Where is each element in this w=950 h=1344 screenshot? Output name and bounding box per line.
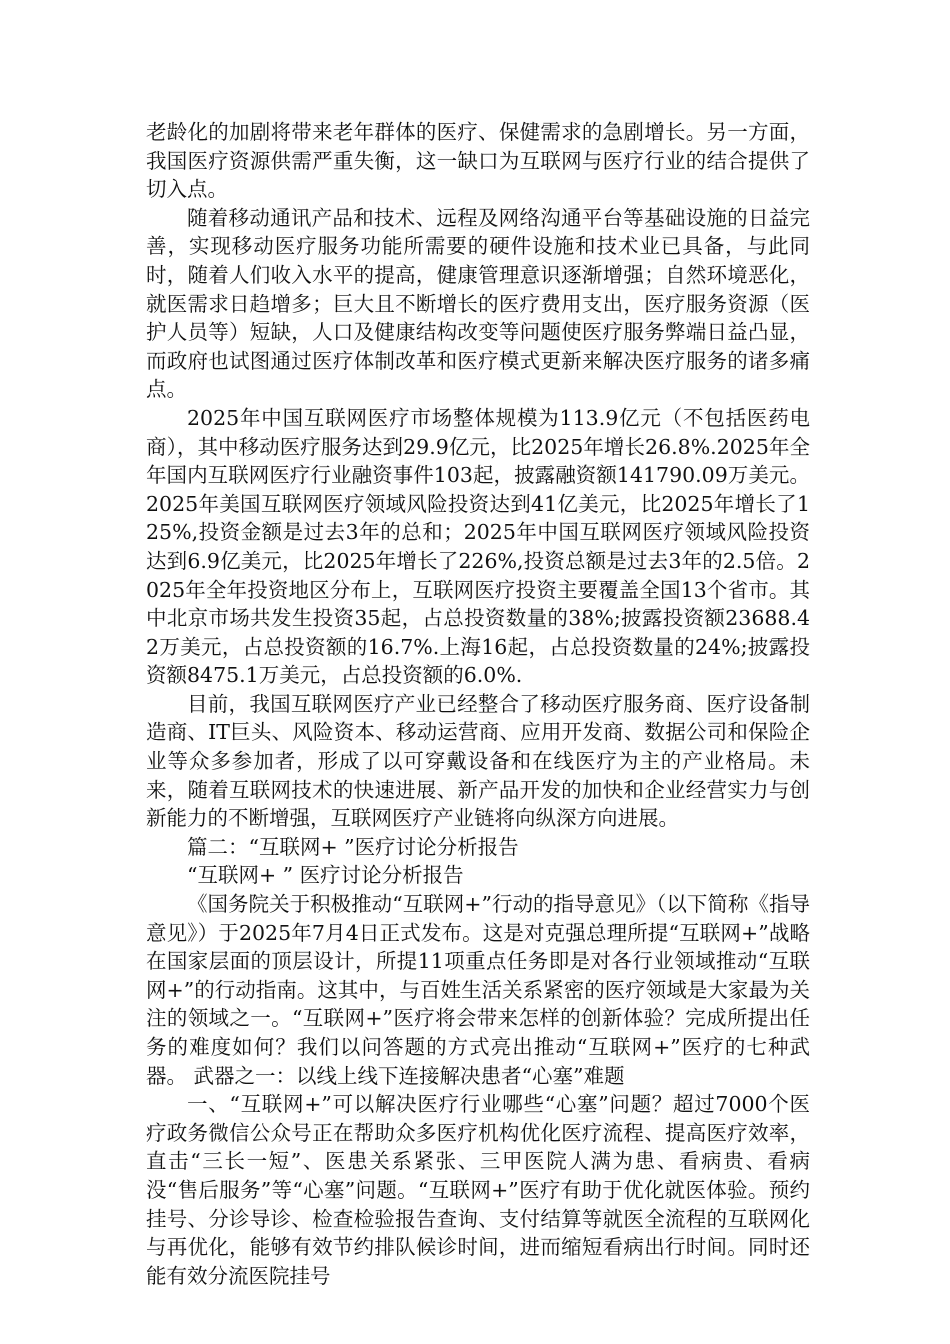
paragraph-market-statistics: 2025年中国互联网医疗市场整体规模为113.9亿元（不包括医药电商），其中移动医疗服务达到29.9亿元，比2025年增长26.8%.2025年全年国内互联网医疗行业融资事件103起，披露融资额141790.09万美元。2025年美国互联网医疗领域风险投资达到41亿美元，比2025年增长了125%,投资金额是过去3年的总和；2025年中国互联网医疗领域风险投资达到6.9亿美元，比2025年增长了226%,投资总额是过去3年的2.5倍。2025年全年投资地区分布上，互联网医疗投资主要覆盖全国13个省市。其中北京市场共发生投资35起，占总投资数量的38%;披露投资额23688.42万美元，占总投资额的16.7%.上海16起，占总投资数量的24%;披露投资额8475.1万美元，占总投资额的6.0%. (146, 405, 810, 688)
paragraph-guidance-opinion: 《国务院关于积极推动“互联网+”行动的指导意见》（以下简称《指导意见》）于2025年7月4日正式发布。这是对克强总理所提“互联网+”战略在国家层面的顶层设计，所提11项重点任务即是对各行业领域推动“互联网+”的行动指南。这其中，与百姓生活关系紧密的医疗领域是大家最为关注的领域之一。“互联网+”医疗将会带来怎样的创新体验？完成所提出任务的难度如何？我们以问答题的方式亮出推动“互联网+”医疗的七种武器。 武器之一：以线上线下连接解决患者“心塞”难题 (146, 892, 810, 1088)
paragraph-mobile-infrastructure: 随着移动通讯产品和技术、远程及网络沟通平台等基础设施的日益完善，实现移动医疗服务功能所需要的硬件设施和技术业已具备，与此同时，随着人们收入水平的提高，健康管理意识逐渐增强；自然环境恶化，就医需求日趋增多；巨大且不断增长的医疗费用支出，医疗服务资源（医护人员等）短缺，人口及健康结构改变等问题使医疗服务弊端日益凸显，而政府也试图通过医疗体制改革和医疗模式更新来解决医疗服务的诸多痛点。 (146, 205, 810, 402)
paragraph-aging-demand: 老龄化的加剧将带来老年群体的医疗、保健需求的急剧增长。另一方面，我国医疗资源供需严重失衡，这一缺口为互联网与医疗行业的结合提供了切入点。 (146, 120, 810, 202)
report-title: “互联网+ ” 医疗讨论分析报告 (187, 863, 464, 888)
paragraph-industry-landscape: 目前，我国互联网医疗产业已经整合了移动医疗服务商、医疗设备制造商、IT巨头、风险资本、移动运营商、应用开发商、数据公司和保险企业等众多参加者，形成了以可穿戴设备和在线医疗为主的产业格局。未来，随着互联网技术的快速进展、新产品开发的加快和企业经营实力与创新能力的不断增强，互联网医疗产业链将向纵深方向进展。 (146, 691, 810, 831)
section-heading-part-two: 篇二：“互联网+ ”医疗讨论分析报告 (187, 834, 519, 859)
paragraph-question-one: 一、“互联网+”可以解决医疗行业哪些“心塞”问题？超过7000个医疗政务微信公众号正在帮助众多医疗机构优化医疗流程、提高医疗效率，直击“三长一短”、医患关系紧张、三甲医院人满为患、看病贵、看病没“售后服务”等“心塞”问题。“互联网+”医疗有助于优化就医体验。预约挂号、分诊导诊、检查检验报告查询、支付结算等就医全流程的互联网化与再优化，能够有效节约排队候诊时间，进而缩短看病出行时间。同时还能有效分流医院挂号 (146, 1092, 810, 1288)
document-page (146, 118, 810, 1290)
